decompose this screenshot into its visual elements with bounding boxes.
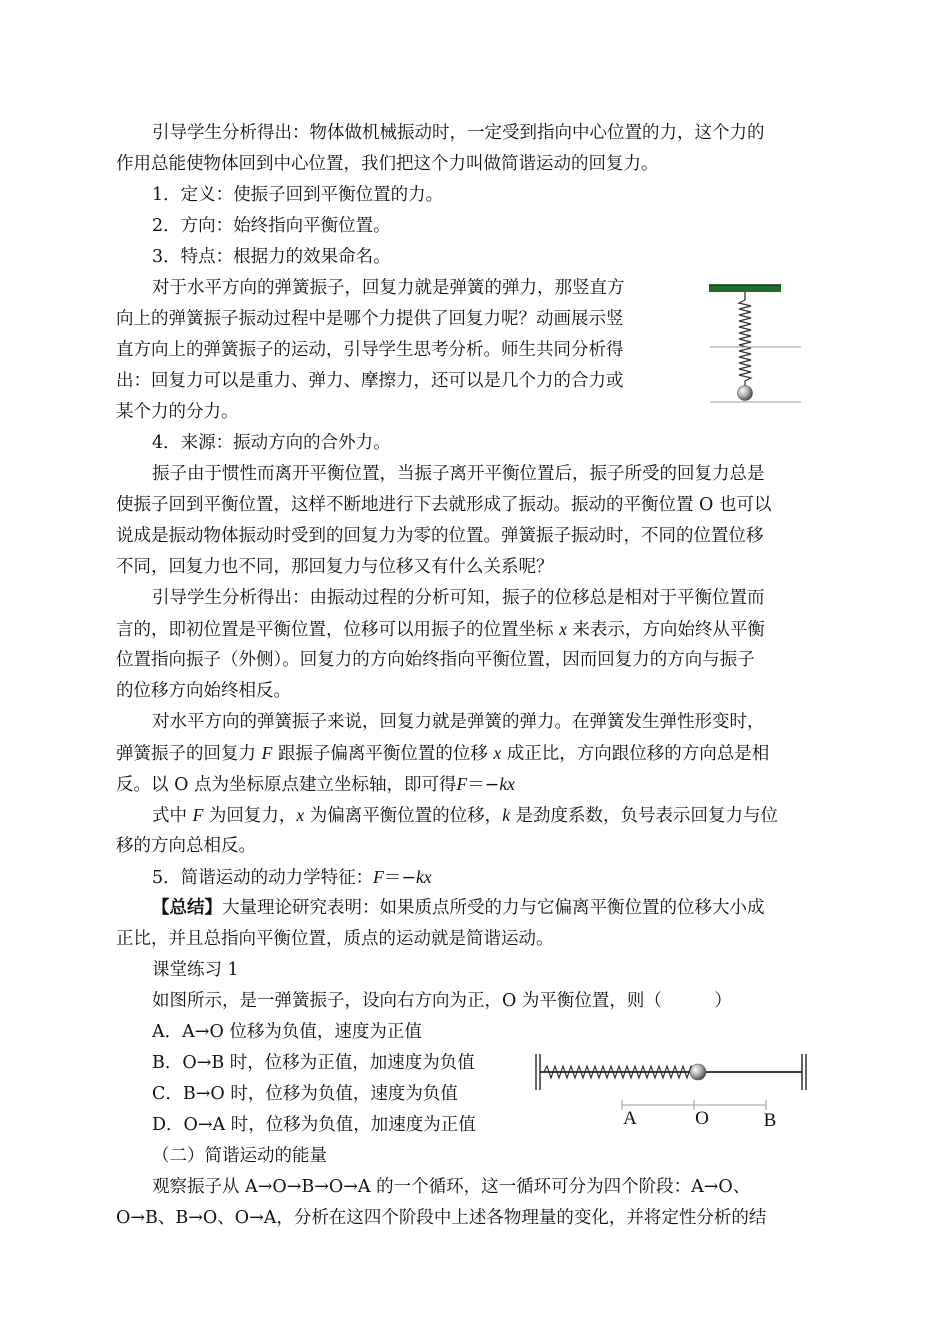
option-d: D．O→A 时，位移为负值，加速度为正值 xyxy=(152,1115,476,1135)
paragraph-line: 引导学生分析得出：由振动过程的分析可知，振子的位移总是相对于平衡位置而 xyxy=(152,588,765,608)
paragraph-line: 引导学生分析得出：物体做机械振动时，一定受到指向中心位置的力，这个力的 xyxy=(152,123,765,143)
summary-line: 正比，并且总指向平衡位置，质点的运动就是简谐运动。 xyxy=(116,929,554,949)
option-a: A．A→O 位移为负值，速度为正值 xyxy=(152,1022,422,1042)
paragraph-line: 位置指向振子（外侧）。回复力的方向始终指向平衡位置，因而回复力的方向与振子 xyxy=(116,650,755,670)
paragraph-line: 言的，即初位置是平衡位置，位移可以用振子的位置坐标 x 来表示，方向始终从平衡 xyxy=(116,619,765,640)
label-b: B xyxy=(763,1110,777,1131)
paragraph-line: 不同，回复力也不同，那回复力与位移又有什么关系呢？ xyxy=(116,557,554,577)
paragraph-line: 反。以 O 点为坐标原点建立坐标轴，即可得F＝−kx xyxy=(116,774,515,795)
list-item: 5．简谐运动的动力学特征：F＝−kx xyxy=(152,867,432,888)
paragraph-line: 出：回复力可以是重力、弹力、摩擦力，还可以是几个力的合力或 xyxy=(116,371,624,391)
paragraph-line: 移的方向总相反。 xyxy=(116,836,256,856)
list-item: 3．特点：根据力的效果命名。 xyxy=(152,247,391,267)
list-item: 4．来源：振动方向的合外力。 xyxy=(152,433,391,453)
horizontal-spring-figure xyxy=(528,1046,813,1132)
list-item: 2．方向：始终指向平衡位置。 xyxy=(152,216,391,236)
exercise-question: 如图所示，是一弹簧振子，设向右方向为正，O 为平衡位置，则（ ） xyxy=(152,991,732,1011)
option-b: B．O→B 时，位移为正值，加速度为负值 xyxy=(152,1053,475,1073)
vertical-spring-figure xyxy=(705,282,805,407)
paragraph-line: 作用总能使物体回到中心位置，我们把这个力叫做简谐运动的回复力。 xyxy=(116,154,659,174)
ceiling-bar xyxy=(709,285,781,292)
section-heading: （二）简谐运动的能量 xyxy=(152,1146,327,1166)
paragraph-line: O→B、B→O、O→A，分析在这四个阶段中上述各物理量的变化，并将定性分析的结 xyxy=(116,1208,767,1228)
option-c: C．B→O 时，位移为负值，速度为负值 xyxy=(152,1084,458,1104)
paragraph-line: 振子由于惯性而离开平衡位置，当振子离开平衡位置后，振子所受的回复力总是 xyxy=(152,464,765,484)
paragraph-line: 弹簧振子的回复力 F 跟振子偏离平衡位置的位移 x 成正比，方向跟位移的方向总是相 xyxy=(116,743,770,764)
paragraph-line: 向上的弹簧振子振动过程中是哪个力提供了回复力呢？动画展示竖 xyxy=(116,309,624,329)
summary-tag: 【总结】 xyxy=(152,898,222,918)
spring-coil xyxy=(739,300,751,386)
paragraph-line: 对于水平方向的弹簧振子，回复力就是弹簧的弹力，那竖直方 xyxy=(152,278,625,298)
paragraph-line: 对水平方向的弹簧振子来说，回复力就是弹簧的弹力。在弹簧发生弹性形变时， xyxy=(152,712,765,732)
paragraph-line: 说成是振动物体振动时受到的回复力为零的位置。弹簧振子振动时，不同的位置位移 xyxy=(116,526,764,546)
paragraph-line: 某个力的分力。 xyxy=(116,402,239,422)
paragraph-line: 观察振子从 A→O→B→O→A 的一个循环，这一循环可分为四个阶段：A→O、 xyxy=(152,1177,751,1197)
paragraph-line: 的位移方向始终相反。 xyxy=(116,681,291,701)
ball xyxy=(738,386,753,401)
list-item: 1．定义：使振子回到平衡位置的力。 xyxy=(152,185,444,205)
paragraph-line: 直方向上的弹簧振子的运动，引导学生思考分析。师生共同分析得 xyxy=(116,340,624,360)
label-o: O xyxy=(695,1108,709,1129)
exercise-title: 课堂练习 1 xyxy=(152,960,239,980)
paragraph-line: 使振子回到平衡位置，这样不断地进行下去就形成了振动。振动的平衡位置 O 也可以 xyxy=(116,495,772,515)
label-a: A xyxy=(623,1108,637,1129)
summary-line: 【总结】大量理论研究表明：如果质点所受的力与它偏离平衡位置的位移大小成 xyxy=(152,898,765,918)
ball xyxy=(690,1064,706,1080)
paragraph-line: 式中 F 为回复力，x 为偏离平衡位置的位移，k 是劲度系数，负号表示回复力与位 xyxy=(152,805,779,826)
